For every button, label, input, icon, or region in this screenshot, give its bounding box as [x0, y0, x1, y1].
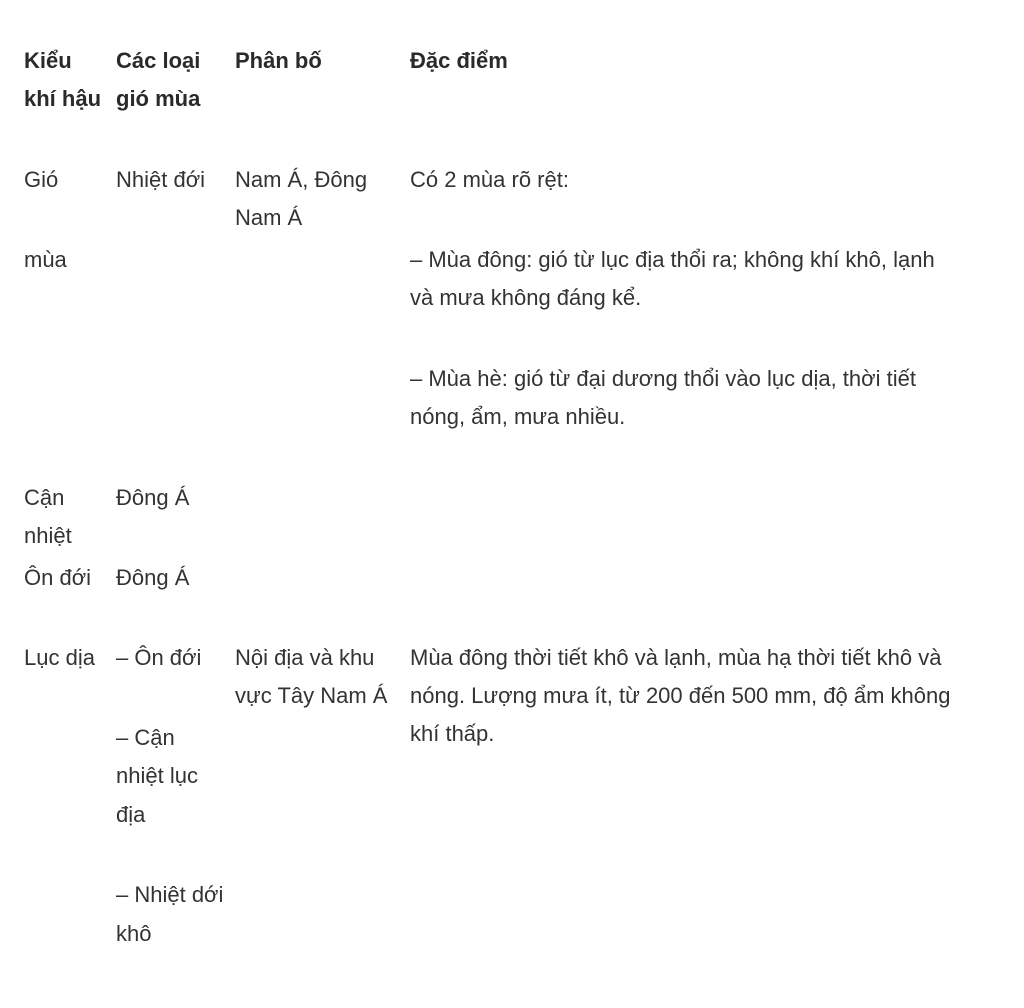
row1-features-line3: và mưa không đáng kể. [410, 285, 642, 310]
header-climate-type-line1: Kiểu [24, 48, 72, 73]
row4-features-line2: nóng. Lượng mưa ít, từ 200 đến 500 mm, độ ẩm không [410, 683, 951, 708]
row3-type: Ôn đới [24, 565, 92, 590]
header-monsoon-kinds-line2: gió mùa [116, 86, 201, 111]
header-climate-type-line2: khí hậu [24, 86, 102, 111]
row1-distribution-line1: Nam Á, Đông [235, 167, 368, 192]
row1-features-line5: nóng, ẩm, mưa nhiều. [410, 404, 626, 429]
row3-kind: Đông Á [116, 565, 190, 590]
row2-kind: Đông Á [116, 485, 190, 510]
row4-features-line3: khí thấp. [410, 721, 495, 746]
row1-type-line2: mùa [24, 247, 67, 272]
row4-kind-line4: địa [116, 802, 146, 827]
row4-kind-line5: – Nhiệt dới [116, 882, 224, 907]
header-distribution: Phân bố [235, 48, 322, 73]
row4-type: Lục dịa [24, 645, 95, 670]
row1-distribution-line2: Nam Á [235, 205, 303, 230]
row4-kind-line1: – Ôn đới [116, 645, 202, 670]
row1-kind: Nhiệt đới [116, 167, 206, 192]
header-monsoon-kinds-line1: Các loại [116, 48, 201, 73]
header-features: Đặc điểm [410, 48, 508, 73]
row1-type-line1: Gió [24, 167, 59, 192]
row4-kind-line6: khô [116, 921, 152, 946]
row2-type-line2: nhiệt [24, 523, 72, 548]
row2-type-line1: Cận [24, 485, 65, 510]
row1-features-line4: – Mùa hè: gió từ đại dương thổi vào lục dịa, thời tiết [410, 366, 916, 391]
row4-features-line1: Mùa đông thời tiết khô và lạnh, mùa hạ thời tiết khô và [410, 645, 942, 670]
row4-distribution-line1: Nội địa và khu [235, 645, 375, 670]
row4-distribution-line2: vực Tây Nam Á [235, 683, 388, 708]
row1-features-line1: Có 2 mùa rõ rệt: [410, 167, 569, 192]
row1-features-line2: – Mùa đông: gió từ lục địa thổi ra; không khí khô, lạnh [410, 247, 935, 272]
row4-kind-line2: – Cận [116, 725, 175, 750]
row4-kind-line3: nhiệt lục [116, 763, 198, 788]
